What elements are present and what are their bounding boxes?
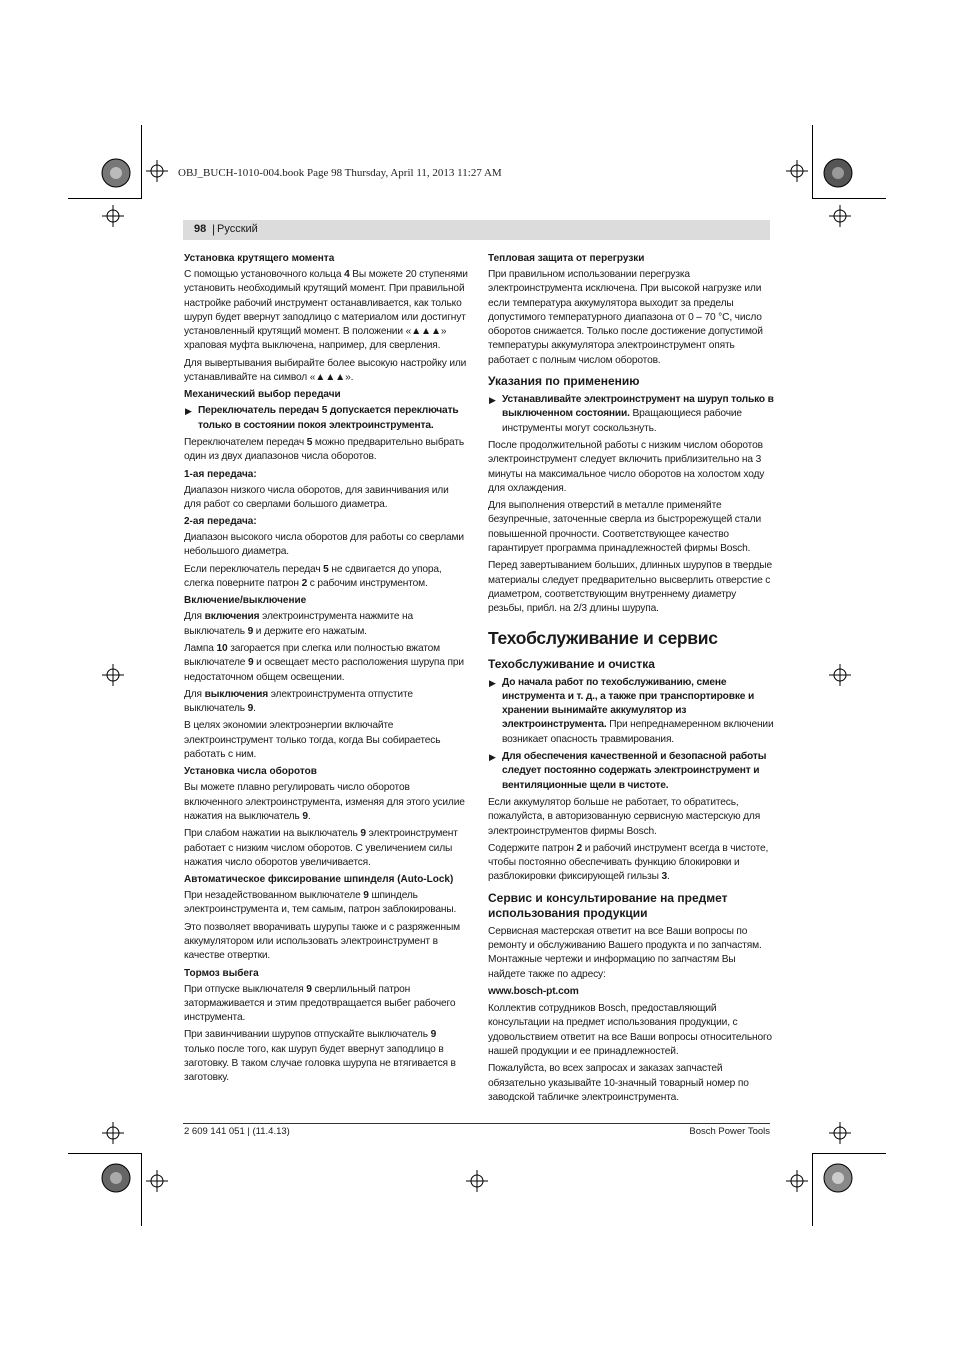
section-heading: Техобслуживание и очистка: [488, 656, 655, 671]
paragraph: [184, 436, 468, 465]
emphasis-text: выключения: [204, 688, 269, 700]
warning-bullet: [488, 393, 774, 436]
paragraph: [184, 357, 468, 386]
paragraph: [184, 531, 468, 560]
crosshair-icon: [146, 160, 168, 182]
subsection-heading: Включение/выключение: [184, 595, 307, 607]
paragraph: [488, 842, 774, 885]
text-run: и держите его нажатым.: [253, 625, 367, 637]
paragraph: [184, 781, 468, 824]
emphasis-text: 5: [306, 436, 313, 448]
registration-mark-icon: [822, 157, 854, 189]
emphasis-text: 9: [363, 890, 369, 902]
text-run: электроинструмент работает с низким числом оборотов. С увеличением силы нажатия число оборотов увеличивается.: [184, 828, 458, 868]
registration-mark-icon: [822, 1162, 854, 1194]
text-run: загорается при слегка или полностью вжатом выключателе: [184, 642, 441, 669]
emphasis-text: 9: [247, 625, 254, 637]
print-slug: OBJ_BUCH-1010-004.book Page 98 Thursday, April 11, 2013 11:27 AM: [178, 167, 502, 179]
crosshair-icon: [102, 205, 124, 227]
crosshair-icon: [786, 160, 808, 182]
text-run: только после того, как шуруп будет ввернут заподлицо в заготовку. В таком случае головка шурупа не втягивается в заготовку.: [184, 1043, 456, 1084]
text-run: с рабочим инструментом.: [307, 578, 428, 590]
paragraph: [184, 484, 468, 513]
emphasis-text: 9: [430, 1029, 437, 1041]
paragraph: [184, 642, 468, 685]
section-heading: Указания по применению: [488, 374, 640, 389]
crop-mark: [141, 1153, 142, 1226]
text-run: Вращающиеся рабочие инструменты могут соскользнуть.: [502, 408, 742, 434]
crop-mark: [812, 1153, 886, 1154]
crosshair-icon: [829, 1122, 851, 1144]
emphasis-text: 2: [301, 578, 308, 590]
crosshair-icon: [829, 205, 851, 227]
text-run: Лампа: [184, 642, 217, 654]
emphasis-text: До начала работ по техобслуживанию, смене инструмента и т. д., а также при транспортировке и хранении вынимайте аккумулятор из электроинструмента.: [502, 676, 755, 731]
subsection-heading: Тепловая защита от перегрузки: [488, 253, 645, 264]
text-run: Перед завертыванием больших, длинных шурупов в твердые материалы следует предварительно высверлить отверстие с диаметром, соответствующим внутреннему диаметру резьбы, прибл. на: [488, 560, 772, 615]
text-run: и освещает место расположения шурупа при недостаточном общем освещении.: [184, 657, 464, 683]
text-run: Для вывертывания выбирайте более высокую настройку или устанавливайте на символ «: [184, 357, 467, 384]
text-run: длины шурупа.: [586, 603, 659, 615]
fraction: 2/3: [573, 603, 587, 615]
emphasis-text: 3: [661, 871, 667, 883]
text-run: Вы можете плавно регулировать число оборотов включенного электроинструмента, изменяя для этого усилие нажатия на выключатель: [184, 782, 465, 822]
text-run: При завинчивании шурупов отпускайте выключатель: [184, 1029, 431, 1041]
subsection-heading: Установка крутящего момента: [184, 253, 335, 264]
subsection-heading: Механический выбор передачи: [184, 389, 341, 401]
crosshair-icon: [102, 664, 124, 686]
text-run: Сервисная мастерская ответит на все Ваши вопросы по ремонту и обслуживанию Вашего продукта и по запчастям. Монтажные чертежи и информацию по запчастям Вы найдете также по адресу:: [488, 925, 762, 980]
header-separator: |: [212, 222, 216, 236]
text-run: Диапазон низкого числа оборотов, для завинчивания или для работ со сверлами большого диаметра.: [184, 484, 449, 510]
text-run: .: [307, 810, 311, 822]
text-run: Коллектив сотрудников Bosch, предоставляющий консультации на предмет использования продукции, с удовольствием ответит на все Ваши вопросы относительного нашей продукции и ее принадлежностей.: [488, 1003, 772, 1058]
paragraph: [488, 439, 774, 496]
crop-mark: [68, 198, 142, 199]
text-run: электроинструмента отпустите выключатель: [184, 688, 413, 715]
subsection-heading: 2-ая передача:: [184, 516, 257, 528]
section-heading: Сервис и консультирование на предмет использования продукции: [488, 890, 728, 920]
crosshair-icon: [829, 664, 851, 686]
crosshair-icon: [466, 1170, 488, 1192]
paragraph: [488, 925, 774, 982]
text-run: Это позволяет вворачивать шурупы также и с разряженным аккумулятором или использовать электроинструмент в качестве отвертки.: [184, 921, 460, 962]
text-run: можно предварительно выбрать один из двух диапазонов числа оборотов.: [184, 436, 464, 463]
emphasis-text: 9: [247, 657, 254, 669]
emphasis-text: 5: [323, 563, 329, 575]
page-header: [183, 220, 770, 240]
emphasis-text: 4: [344, 269, 350, 280]
text-run: При отпуске выключателя: [184, 983, 307, 995]
paragraph: [488, 268, 774, 368]
page-number: 98: [194, 223, 207, 235]
text-run: Для выполнения отверстий в металле применяйте безупречные, заточенные сверла из быстрорежущей стали повышенной прочности. Соответствующее качество гарантирует программа принадлежностей фирмы Bosch.: [488, 500, 761, 555]
text-run: С помощью установочного кольца: [184, 269, 345, 280]
paragraph: [184, 1028, 468, 1085]
paragraph: [488, 1062, 774, 1105]
bullet-arrow-icon: ▶: [489, 752, 496, 763]
paragraph: [488, 796, 774, 839]
text-run: Диапазон высокого числа оборотов для работы со сверлами небольшого диаметра.: [184, 532, 464, 558]
emphasis-text: 9: [247, 703, 254, 715]
text-run: .: [666, 871, 670, 883]
text-run: При слабом нажатии на выключатель: [184, 828, 361, 840]
crosshair-icon: [786, 1170, 808, 1192]
text-run: Вы можете 20 ступенями установить необходимый крутящий момент. При правильной настройке рабочий инструмент останавливается, как только шуруп будет ввернут заподлицо с материалом или достигнут установленный крутящий момент. В положении «: [184, 269, 468, 338]
paragraph: [184, 719, 468, 762]
emphasis-text: ▲▲▲: [315, 372, 346, 384]
bullet-arrow-icon: ▶: [489, 677, 496, 688]
text-run: Содержите патрон: [488, 842, 577, 854]
emphasis-text: Для обеспечения качественной и безопасной работы следует постоянно содержать электроинструмент и вентиляционные щели в чистоте.: [502, 751, 767, 791]
registration-mark-icon: [100, 1162, 132, 1194]
paragraph: [184, 610, 468, 639]
emphasis-text: включения: [204, 611, 260, 623]
chapter-heading: Техобслуживание и сервис: [488, 627, 718, 648]
text-run: электроинструмента нажмите на выключатель: [184, 611, 414, 637]
registration-mark-icon: [100, 157, 132, 189]
paragraph: [488, 1002, 774, 1059]
text-run: не сдвигается до упора, слегка поверните патрон: [184, 563, 442, 590]
warning-bullet: [488, 750, 774, 793]
text-run: и рабочий инструмент всегда в чистоте, чтобы постоянно обеспечивать функцию блокировки и разблокировки фиксирующей гильзы: [488, 842, 769, 883]
right-column: [488, 249, 774, 1108]
emphasis-text: Переключатель передач 5 допускается переключать только в состоянии покоя электроинструмента.: [198, 405, 459, 431]
subsection-heading: 1-ая передача:: [184, 468, 257, 480]
text-run: При непреднамеренном включении возникает опасность травмирования.: [502, 719, 774, 745]
text-run: При незадействованном выключателе: [184, 890, 364, 902]
text-run: Для: [184, 688, 205, 700]
text-run: После продолжительной работы с низким числом оборотов электроинструмент следует включить приблизительно на 3 минуты на максимальное число оборотов на холостом ходу для охлаждения.: [488, 439, 765, 494]
bullet-arrow-icon: ▶: [489, 395, 496, 406]
text-run: сверлильный патрон затормаживается и этим предотвращается выбег рабочего инструмента.: [184, 983, 456, 1024]
paragraph: [184, 268, 468, 354]
website-link: www.bosch-pt.com: [488, 985, 579, 997]
paragraph: [488, 559, 774, 616]
text-run: Пожалуйста, во всех запросах и заказах запчастей обязательно указывайте 10-значный товарный номер по заводской табличке электроинструмента.: [488, 1063, 749, 1103]
footer-brand: Bosch Power Tools: [689, 1126, 770, 1137]
bullet-arrow-icon: ▶: [185, 406, 192, 417]
warning-bullet: [184, 404, 468, 433]
left-column: [184, 249, 468, 1089]
text-run: Если переключатель передач: [184, 563, 324, 575]
emphasis-text: ▲▲▲: [411, 326, 441, 338]
text-run: Переключателем передач: [184, 436, 307, 448]
emphasis-text: 9: [302, 810, 308, 822]
footer-rule: [183, 1123, 770, 1124]
text-run: Если аккумулятор больше не работает, то обратитесь, пожалуйста, в авторизованную сервисную мастерскую для электроинструментов фирмы Bosch.: [488, 796, 761, 837]
text-run: .: [253, 703, 256, 715]
text-run: При правильном использовании перегрузка электроинструмента исключена. При высокой нагрузке или если температура аккумулятора выходит за пределы допустимого температурного диапазона от 0 – 70 °C, число оборотов снижается. Только после достижение допустимой температуры аккумулятора электроинструмент опять работает с полным числом оборотов.: [488, 269, 763, 366]
crosshair-icon: [146, 1170, 168, 1192]
emphasis-text: Устанавливайте электроинструмент на шуруп только в выключенном состоянии.: [502, 394, 774, 420]
crop-mark: [812, 198, 886, 199]
crop-mark: [812, 1153, 813, 1226]
paragraph: [184, 688, 468, 717]
crop-mark: [812, 125, 813, 198]
paragraph: [488, 499, 774, 556]
paragraph: [184, 563, 468, 592]
warning-bullet: [488, 676, 774, 747]
subsection-heading: Установка числа оборотов: [184, 766, 317, 778]
emphasis-text: 9: [360, 828, 366, 840]
subsection-heading: Тормоз выбега: [184, 967, 259, 979]
emphasis-text: 10: [216, 642, 228, 654]
text-run: Для: [184, 611, 205, 623]
crosshair-icon: [102, 1122, 124, 1144]
text-run: ».: [345, 372, 354, 384]
crop-mark: [68, 1153, 142, 1154]
subsection-heading: Автоматическое фиксирование шпинделя (Auto-Lock): [184, 874, 454, 886]
text-run: шпиндель электроинструмента и, тем самым, патрон заблокированы.: [184, 890, 457, 916]
paragraph: [184, 827, 468, 870]
language-label: Русский: [217, 223, 258, 235]
paragraph: [184, 921, 468, 964]
text-run: В целях экономии электроэнергии включайте электроинструмент только тогда, когда Вы собираетесь работать с ним.: [184, 720, 441, 761]
paragraph: [184, 983, 468, 1026]
paragraph: [184, 889, 468, 918]
emphasis-text: 9: [306, 983, 312, 995]
text-run: » храповая муфта выключена, например, для сверления.: [184, 326, 447, 352]
crop-mark: [141, 125, 142, 198]
footer-doc-number: 2 609 141 051 | (11.4.13): [184, 1126, 290, 1137]
emphasis-text: 2: [576, 842, 583, 854]
